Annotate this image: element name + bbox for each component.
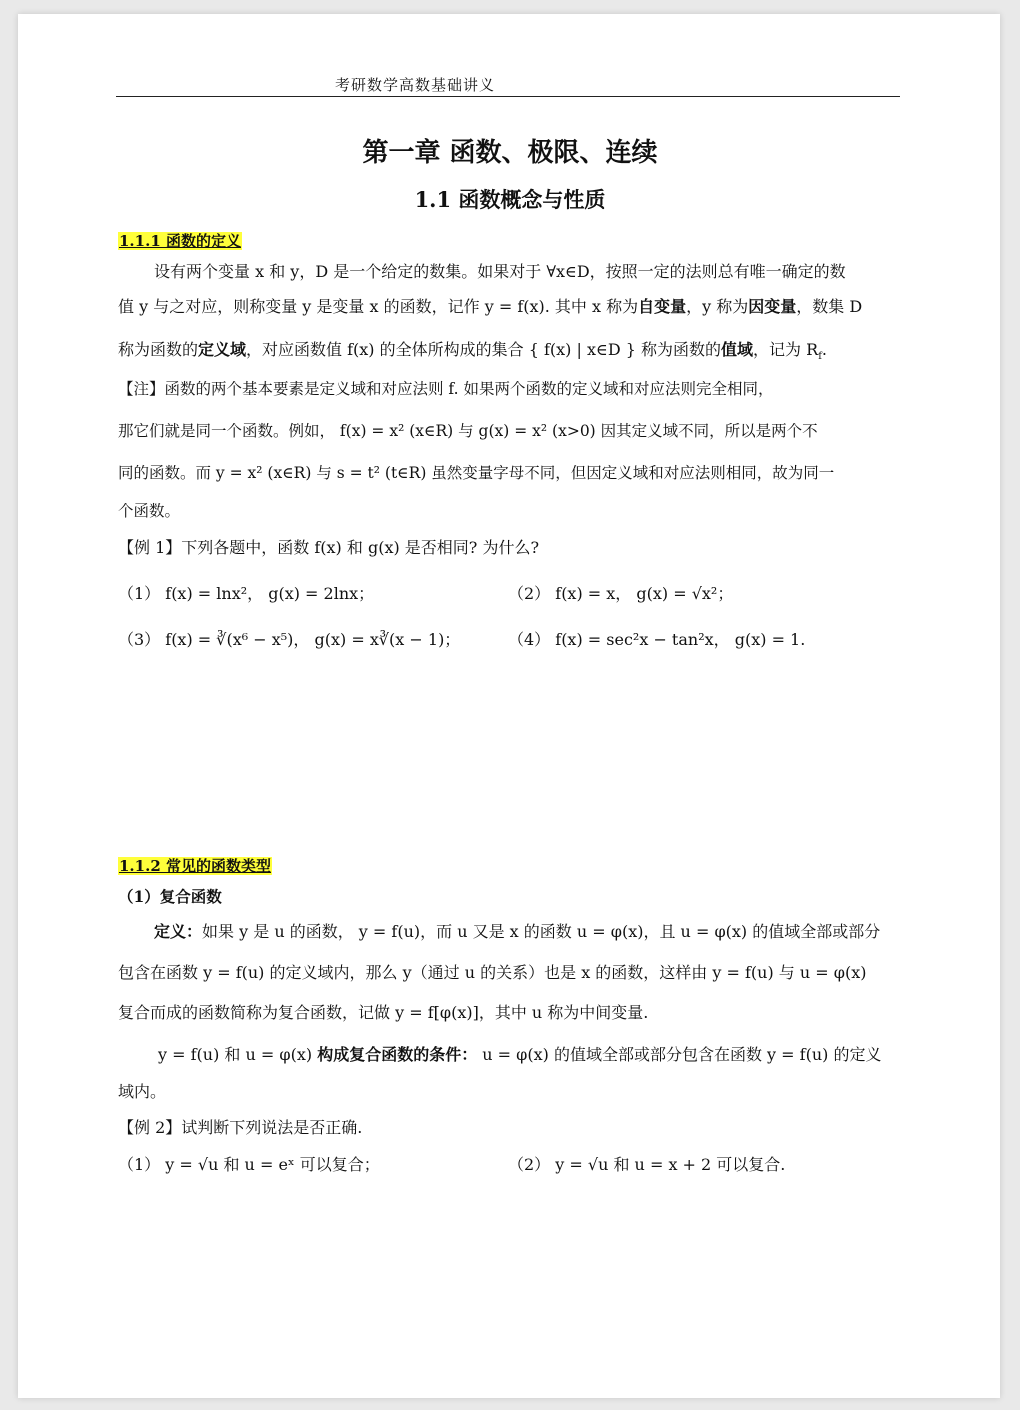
example-1-item-4: （4） f(x) = sec²x − tan²x， g(x) = 1. (508, 630, 806, 649)
text: ，y 称为 (686, 297, 749, 316)
section-title: 1.1 函数概念与性质 (414, 187, 606, 212)
text: u = φ(x) 的值域全部或部分包含在函数 y = f(u) 的定义 (477, 1045, 882, 1064)
composite-condition-line-2: 域内。 (118, 1082, 167, 1101)
term-dependent-variable: 因变量 (748, 297, 797, 316)
example-1-item-3: （3） f(x) = ∛(x⁶ − x⁵)， g(x) = x∛(x − 1)； (118, 630, 461, 649)
heading-text: 1.1.2 常见的函数类型 (119, 857, 271, 875)
composite-definition-line-2: 包含在函数 y = f(u) 的定义域内，那么 y（通过 u 的关系）也是 x 的函数，这样由 y = f(u) 与 u = φ(x) (118, 963, 867, 982)
condition-label: 构成复合函数的条件： (317, 1045, 478, 1064)
text: 值 y 与之对应，则称变量 y 是变量 x 的函数，记作 y = f(x). 其中 x 称为 (118, 297, 639, 316)
definition-line-1: 设有两个变量 x 和 y，D 是一个给定的数集。如果对于 ∀x∈D，按照一定的法则总有唯一确定的数 (154, 262, 846, 281)
chapter-title: 第一章 函数、极限、连续 (362, 138, 658, 168)
example-1-item-1: （1） f(x) = lnx²， g(x) = 2lnx； (118, 584, 375, 603)
text: ，对应函数值 f(x) 的全体所构成的集合 { f(x) | x∈D } 称为函数的 (246, 340, 722, 359)
example-2-item-1: （1） y = √u 和 u = eˣ 可以复合； (118, 1155, 380, 1174)
note-line-2: 那它们就是同一个函数。例如， f(x) = x² (x∈R) 与 g(x) = x² (x>0) 因其定义域不同，所以是两个不 (118, 422, 818, 440)
composite-definition-line-1 (154, 924, 880, 940)
note-line-3: 同的函数。而 y = x² (x∈R) 与 s = t² (t∈R) 虽然变量字母不同，但因定义域和对应法则相同，故为同一 (118, 464, 835, 482)
text: 称为函数的 (118, 340, 199, 359)
example-2-item-2: （2） y = √u 和 u = x + 2 可以复合. (508, 1155, 786, 1174)
composite-condition-line-1 (158, 1047, 881, 1063)
text: 如果 y 是 u 的函数， y = f(u)，而 u 又是 x 的函数 u = φ(x)，且 u = φ(x) 的值域全部或部分 (202, 922, 881, 941)
term-range: 值域 (721, 340, 754, 359)
note-line-4: 个函数。 (118, 502, 181, 520)
heading-text: 1.1.1 函数的定义 (119, 232, 241, 250)
header-rule (116, 96, 900, 97)
text: ，数集 D (796, 297, 863, 316)
term-domain: 定义域 (198, 340, 247, 359)
subsection-heading-111 (118, 230, 242, 251)
definition-line-3 (118, 340, 827, 362)
definition-line-2 (118, 299, 862, 315)
text: ，记为 R (753, 340, 819, 359)
subsection-heading-112 (118, 855, 272, 876)
example-1-prompt: 【例 1】下列各题中，函数 f(x) 和 g(x) 是否相同? 为什么? (118, 538, 540, 557)
document-page (18, 14, 1000, 1398)
subscript: f (818, 351, 822, 362)
composite-definition-line-3: 复合而成的函数简称为复合函数，记做 y = f[φ(x)]，其中 u 称为中间变量. (118, 1003, 649, 1022)
text: y = f(u) 和 u = φ(x) (158, 1045, 318, 1064)
text: . (821, 340, 827, 359)
term-independent-variable: 自变量 (638, 297, 687, 316)
subheading-composite-function: （1）复合函数 (118, 887, 222, 906)
example-1-item-2: （2） f(x) = x， g(x) = √x²； (508, 584, 734, 603)
note-line-1: 【注】函数的两个基本要素是定义域和对应法则 f. 如果两个函数的定义域和对应法则完全相同， (118, 380, 774, 398)
definition-label: 定义： (154, 922, 203, 941)
running-header: 考研数学高数基础讲义 (335, 76, 496, 94)
example-2-prompt: 【例 2】试判断下列说法是否正确. (118, 1118, 363, 1137)
